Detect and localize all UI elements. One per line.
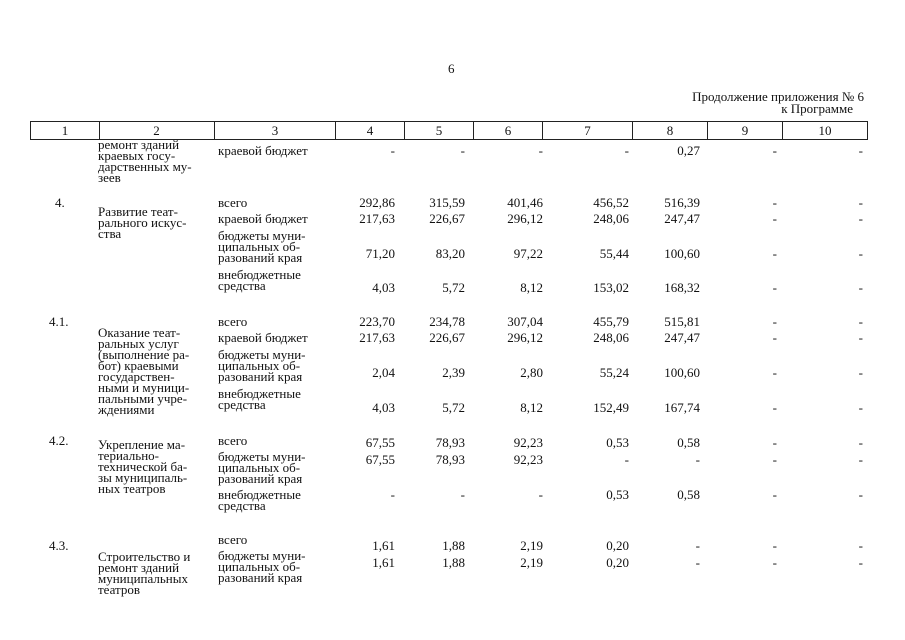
row-number: 4.1. [49,314,69,329]
source-label: бюджеты муни- ципальных об- разований края [218,548,306,585]
source-label: внебюджетные средства [218,267,301,293]
row-name: ремонт зданий краевых госу- дарственных му- зеев [98,137,192,185]
row-number: 4.3. [49,538,69,553]
row-name: Укрепление ма- териально- технической ба- зы муниципаль- ных театров [98,437,188,496]
source-label: бюджеты муни- ципальных об- разований края [218,228,306,265]
header-cell: 4 [336,121,405,140]
source-label: внебюджетные средства [218,487,301,513]
source-label: внебюджетные средства [218,386,301,412]
source-label: бюджеты муни- ципальных об- разований края [218,347,306,384]
source-label: бюджеты муни- ципальных об- разований края [218,449,306,486]
source-label: всего [218,195,248,210]
source-label: всего [218,314,248,329]
row-number: 4.2. [49,433,69,448]
source-label: краевой бюджет [218,211,308,226]
continuation-subtitle: к Программе [781,101,853,116]
header-cell: 1 [30,121,100,140]
continuation-title: Продолжение приложения № 6 [692,89,864,104]
source-label: краевой бюджет [218,330,308,345]
header-cell: 10 [783,121,868,140]
source-label: всего [218,433,248,448]
source-label: всего [218,532,248,547]
page-number: 6 [448,61,455,76]
header-cell: 9 [708,121,783,140]
header-cell: 7 [543,121,633,140]
row-number: 4. [55,195,65,210]
row-name: Строительство и ремонт зданий муниципальных театров [98,549,191,597]
row-name: Оказание теат- ральных услуг (выполнение ра- бот) краевыми государствен- ными и муници- пальными учре- ждениями [98,325,190,417]
source-label: краевой бюджет [218,143,308,158]
row-name: Развитие теат- рального искус- ства [98,204,187,241]
header-cell: 3 [215,121,336,140]
header-cell: 2 [99,121,215,140]
header-cell: 6 [474,121,543,140]
header-cell: 8 [633,121,708,140]
header-cell: 5 [405,121,474,140]
